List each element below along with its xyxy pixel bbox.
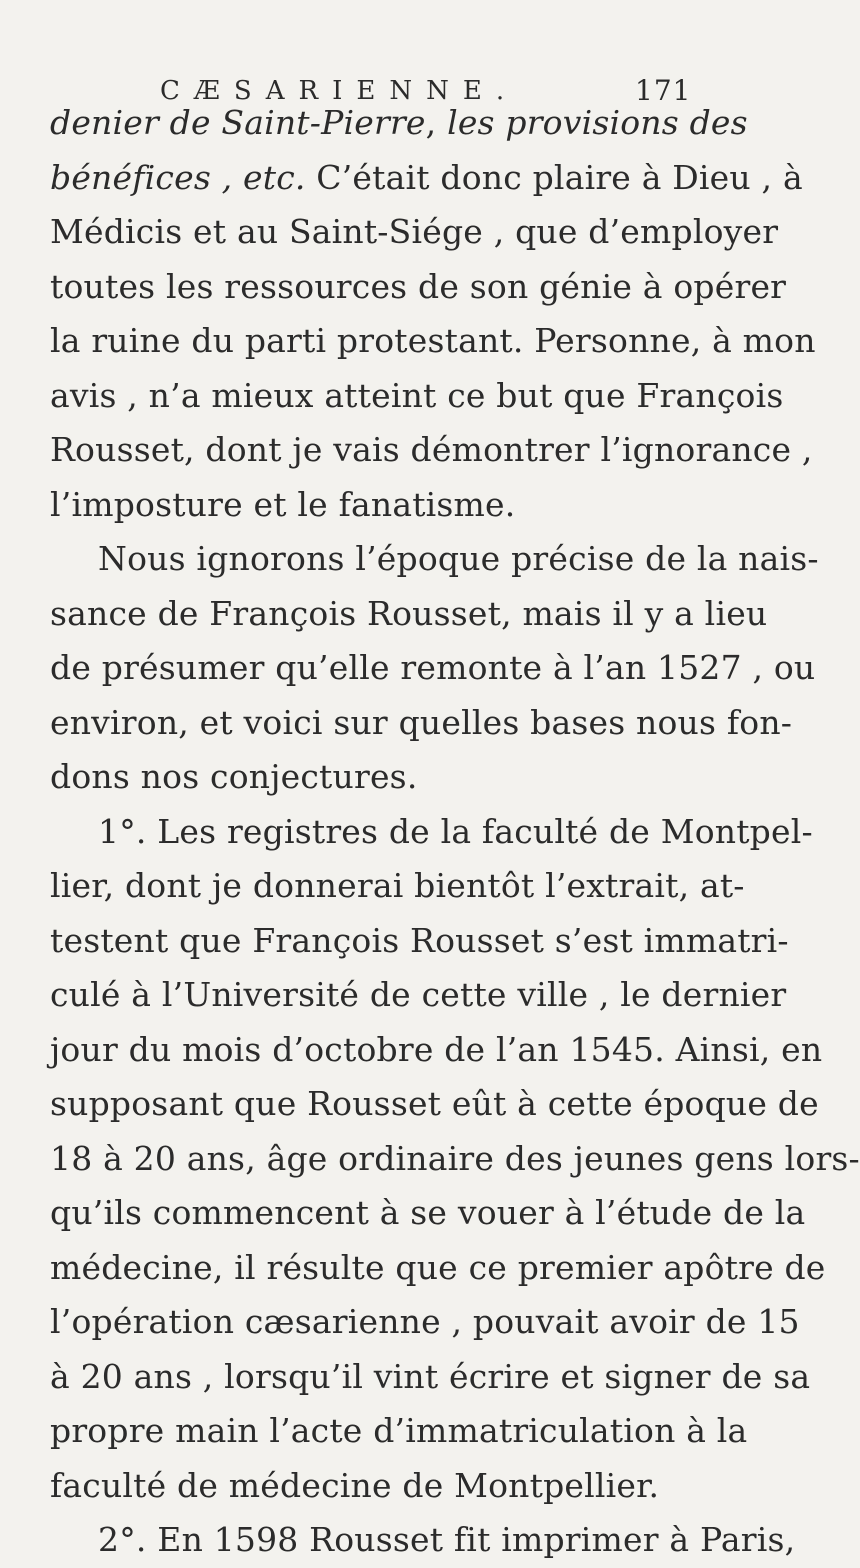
text-line: testent que François Rousset s’est immatri- — [50, 920, 789, 960]
text-line: culé à l’Université de cette ville , le dernier — [50, 975, 787, 1014]
text-line: propre main l’acte d’immatriculation à la — [50, 1411, 748, 1450]
text-line: de présumer qu’elle remonte à l’an 1527 , ou — [50, 648, 816, 687]
text-line: sance de François Rousset, mais il y a lieu — [50, 593, 768, 633]
text-line: 18 à 20 ans, âge ordinaire des jeunes gens lors- — [50, 1138, 860, 1178]
text-line: faculté de médecine de Montpellier. — [50, 1465, 660, 1505]
text-line: jour du mois d’octobre de l’an 1545. Ainsi, en — [50, 1029, 823, 1069]
text-line: environ, et voici sur quelles bases nous fon- — [50, 702, 793, 742]
text-line: Rousset, dont je vais démontrer l’ignorance , — [50, 430, 813, 469]
text-line: lier, dont je donnerai bientôt l’extrait, at- — [50, 866, 745, 905]
paragraph-start-line: 2°. En 1598 Rousset fit imprimer à Paris, — [98, 1520, 796, 1559]
text-line: à 20 ans , lorsqu’il vint écrire et signer de sa — [50, 1356, 811, 1396]
text-line: l’imposture et le fanatisme. — [50, 484, 516, 524]
page-number: 171 — [635, 74, 692, 107]
text-line: supposant que Rousset eût à cette époque de — [50, 1084, 819, 1123]
text-line: toutes les ressources de son génie à opérer — [50, 266, 787, 306]
running-title: CÆSARIENNE. — [160, 76, 519, 106]
body-text — [50, 96, 860, 1568]
paragraph-start-line: Nous ignorons l’époque précise de la nais- — [98, 539, 819, 578]
text-line: denier de Saint-Pierre, les provisions des — [50, 103, 748, 142]
text-line: médecine, il résulte que ce premier apôtre de — [50, 1247, 826, 1287]
text-line: Médicis et au Saint-Siége , que d’employer — [50, 212, 779, 251]
text-line: la ruine du parti protestant. Personne, à mon — [50, 321, 816, 360]
text-line: l’opération cæsarienne , pouvait avoir de 15 — [50, 1302, 800, 1341]
text-line: qu’ils commencent à se vouer à l’étude de la — [50, 1193, 806, 1232]
paragraph-start-line: 1°. Les registres de la faculté de Montpel- — [98, 811, 813, 851]
text-line: dons nos conjectures. — [50, 757, 418, 796]
text-line: avis , n’a mieux atteint ce but que François — [50, 375, 784, 415]
text-line: bénéfices , etc. C’était donc plaire à Dieu , à — [50, 157, 803, 197]
